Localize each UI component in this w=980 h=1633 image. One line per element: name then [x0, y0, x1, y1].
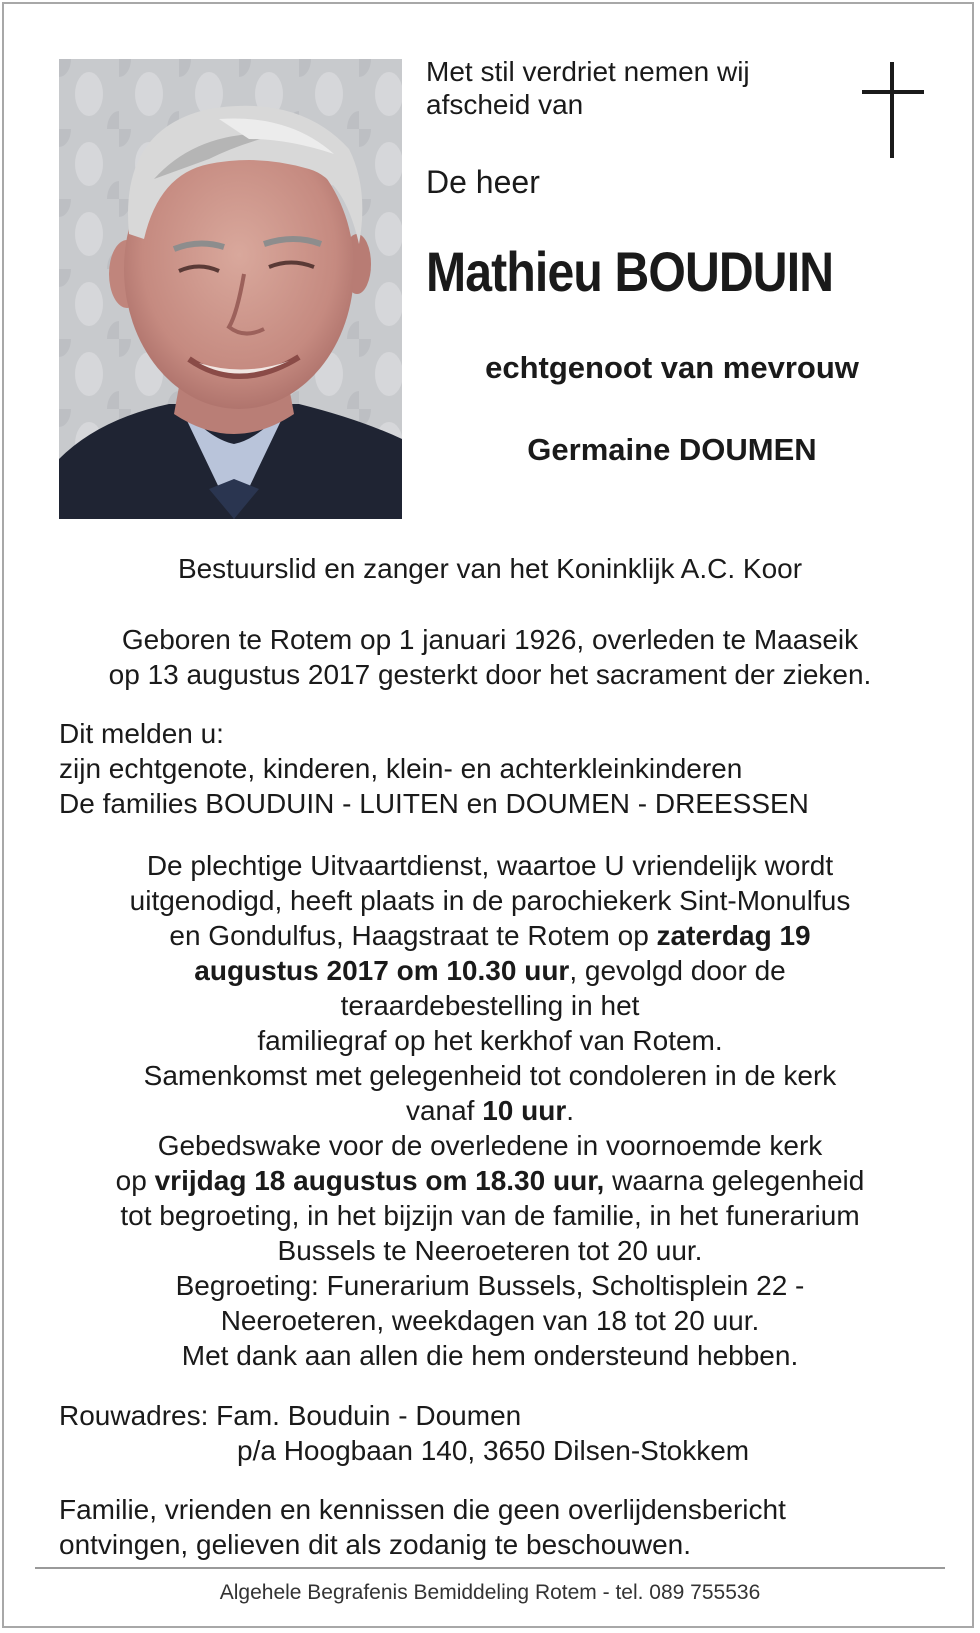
service-text: . [566, 1095, 575, 1126]
service-line: familiegraf op het kerkhof van Rotem. [257, 1025, 723, 1056]
notice-line-2: ontvingen, gelieven dit als zodanig te beschouwen. [59, 1529, 691, 1560]
born-line-1: Geboren te Rotem op 1 januari 1926, overleden te Maaseik [121, 624, 859, 655]
footer-divider [35, 1567, 945, 1569]
service-line: Gebedswake voor de overledene in voornoemde kerk [157, 1130, 823, 1161]
notice-line-1: Familie, vrienden en kennissen die geen overlijdensbericht [59, 1494, 786, 1525]
notice-text [59, 1492, 786, 1562]
service-line: Begroeting: Funerarium Bussels, Scholtisplein 22 - [175, 1270, 805, 1301]
service-line: De plechtige Uitvaartdienst, waartoe U vriendelijk wordt [146, 850, 834, 881]
spouse-name: Germaine DOUMEN [527, 432, 817, 467]
birth-death-text [0, 622, 980, 692]
deceased-name: Mathieu BOUDUIN [426, 240, 834, 303]
spouse-label: echtgenoot van mevrouw [485, 350, 859, 385]
service-date-bold: augustus 2017 om 10.30 uur [194, 955, 570, 986]
announce-line-3: De families BOUDUIN - LUITEN en DOUMEN - DREESSEN [59, 788, 809, 819]
service-line [0, 953, 980, 988]
vigil-date-bold: vrijdag 18 augustus om 18.30 uur, [154, 1165, 605, 1196]
service-text: en Gondulfus, Haagstraat te Rotem op [169, 920, 657, 951]
honorific-title: De heer [426, 164, 540, 200]
service-line [0, 918, 980, 953]
service-line: tot begroeting, in het bijzijn van de familie, in het funerarium [120, 1200, 860, 1231]
service-line: uitgenodigd, heeft plaats in de parochiekerk Sint-Monulfus [129, 885, 851, 916]
service-text: , gevolgd door de [569, 955, 786, 986]
service-details [0, 848, 980, 1373]
announce-line-1: Dit melden u: [59, 718, 224, 749]
footer-funeral-home: Algehele Begrafenis Bemiddeling Rotem - tel. 089 755536 [219, 1581, 761, 1604]
service-line: Bussels te Neeroeteren tot 20 uur. [277, 1235, 703, 1266]
intro-line-1: Met stil verdriet nemen wij [426, 56, 750, 87]
service-text: op [115, 1165, 155, 1196]
role-line: Bestuurslid en zanger van het Koninklijk A.C. Koor [177, 553, 803, 584]
born-line-2: op 13 augustus 2017 gesterkt door het sacrament der zieken. [108, 659, 872, 690]
service-line: teraardebestelling in het [340, 990, 640, 1021]
intro-line-2: afscheid van [426, 89, 584, 120]
service-line: Met dank aan allen die hem ondersteund hebben. [181, 1340, 799, 1371]
service-line: Samenkomst met gelegenheid tot condoleren in de kerk [143, 1060, 837, 1091]
service-time-bold: 10 uur [482, 1095, 567, 1126]
mourning-address [59, 1398, 749, 1468]
cross-icon [862, 62, 924, 158]
announcement-block [59, 716, 809, 821]
service-date-bold: zaterdag 19 [656, 920, 811, 951]
service-text: waarna gelegenheid [604, 1165, 865, 1196]
portrait-photo [59, 59, 402, 519]
service-line: Neeroeteren, weekdagen van 18 tot 20 uur. [220, 1305, 760, 1336]
address-line-2: p/a Hoogbaan 140, 3650 Dilsen-Stokkem [237, 1435, 750, 1466]
address-line-1: Rouwadres: Fam. Bouduin - Doumen [59, 1400, 522, 1431]
service-line [0, 1093, 980, 1128]
service-line [0, 1163, 980, 1198]
portrait-illustration [59, 59, 402, 519]
service-text: vanaf [405, 1095, 483, 1126]
announce-line-2: zijn echtgenote, kinderen, klein- en achterkleinkinderen [59, 753, 743, 784]
intro-text [426, 55, 826, 121]
